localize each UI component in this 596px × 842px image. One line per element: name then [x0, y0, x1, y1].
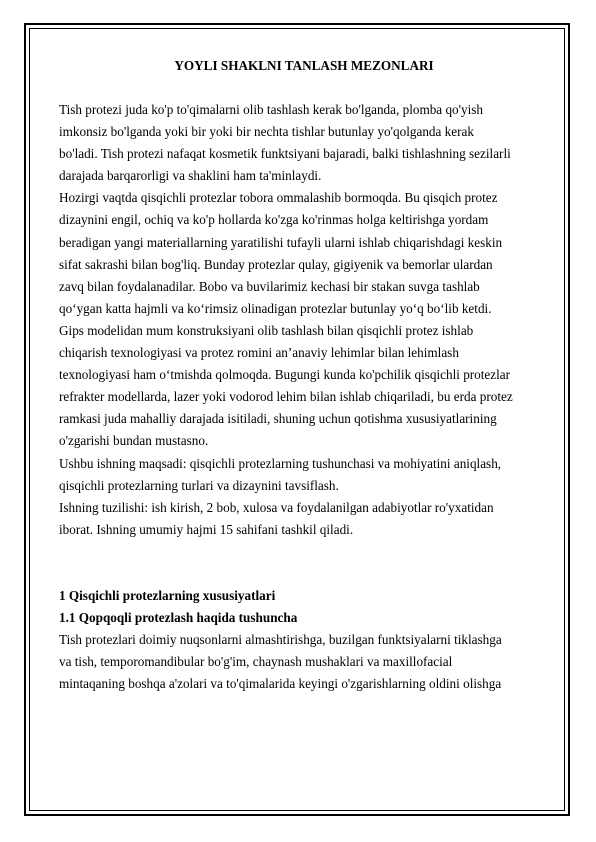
intro-paragraph: [59, 453, 549, 497]
document-title: YOYLI SHAKLNI TANLASH MEZONLARI: [174, 58, 434, 73]
text-line: o'zgarishi bundan mustasno.: [59, 433, 209, 449]
section-paragraph: [59, 629, 549, 695]
spacer: [59, 541, 549, 585]
text-line: sifat sakrashi bilan bog'liq. Bunday protezlar qulay, gigiyenik va bemorlar ulardan: [59, 256, 493, 272]
text-line: Tish protezi juda ko'p to'qimalarni olib tashlash kerak bo'lganda, plomba qo'yish: [59, 102, 483, 117]
body-paragraph: [59, 629, 549, 695]
text-line: imkonsiz bo'lganda yoki bir yoki bir nechta tishlar butunlay yo'qolganda kerak: [59, 124, 474, 140]
text-line: zavq bilan foydalanadilar. Bobo va buvilarimiz kechasi bir stakan suvga tashlab: [59, 278, 480, 294]
text-line: texnologiyasi ham o‘tmishda qolmoqda. Bugungi kunda ko'pchilik qisqichli protezlar: [59, 367, 511, 383]
intro-paragraph: [59, 99, 549, 187]
text-line: qo‘ygan katta hajmli va ko‘rimsiz olinadigan protezlar butunlay yo‘q bo‘lib ketdi.: [59, 300, 492, 316]
text-line: mintaqaning boshqa a'zolari va to'qimalarida keyingi o'zgarishlarning oldini olishga: [59, 676, 502, 692]
spacer: [59, 77, 549, 99]
text-line: Ishning tuzilishi: ish kirish, 2 bob, xulosa va foydalanilgan adabiyotlar ro'yxatidan: [59, 499, 494, 515]
text-line: chiqarish texnologiyasi va protez romini an’anaviy lehimlar bilan lehimlash: [59, 345, 459, 361]
text-line: qisqichli protezlarning turlari va dizaynini tavsiflash.: [59, 477, 339, 493]
text-line: darajada barqarorligi va shaklini ham ta'minlaydi.: [59, 168, 322, 184]
text-line: dizaynini engil, ochiq va ko'p hollarda ko'zga ko'rinmas holga keltirishga yordam: [59, 212, 489, 228]
text-line: beradigan yangi materiallarning yaratilishi tufayli ularni ishlab chiqarishdagi keskin: [59, 234, 503, 250]
text-line: Ushbu ishning maqsadi: qisqichli protezlarning tushunchasi va mohiyatini aniqlash,: [59, 455, 502, 471]
chapter-heading: 1 Qisqichli protezlarning xususiyatlari: [59, 587, 276, 603]
text-line: ramkasi juda mahalliy darajada isitiladi, shuning uchun qotishma xususiyatlarining: [59, 411, 497, 427]
document-body: [59, 55, 549, 695]
text-line: Tish protezlari doimiy nuqsonlarni almashtirishga, buzilgan funktsiyalarni tiklashga: [59, 632, 502, 648]
text-line: bo'ladi. Tish protezi nafaqat kosmetik funktsiyani bajaradi, balki tishlashning sezilarli: [59, 146, 511, 162]
text-line: refrakter modellarda, lazer yoki vodorod lehim bilan ishlab chiqariladi, bu erda protez: [59, 389, 513, 405]
intro-section: [59, 99, 549, 541]
text-line: Gips modelidan mum konstruksiyani olib tashlash bilan qisqichli protez ishlab: [59, 322, 474, 338]
intro-paragraph: [59, 497, 549, 541]
text-line: Hozirgi vaqtda qisqichli protezlar tobora ommalashib bormoqda. Bu qisqich protez: [59, 190, 498, 206]
intro-paragraph: [59, 187, 549, 452]
section-heading: 1.1 Qopqoqli protezlash haqida tushuncha: [59, 609, 298, 625]
text-line: va tish, temporomandibular bo'g'im, chaynash mushaklari va maxillofacial: [59, 654, 453, 670]
text-line: iborat. Ishning umumiy hajmi 15 sahifani tashkil qiladi.: [59, 521, 354, 537]
